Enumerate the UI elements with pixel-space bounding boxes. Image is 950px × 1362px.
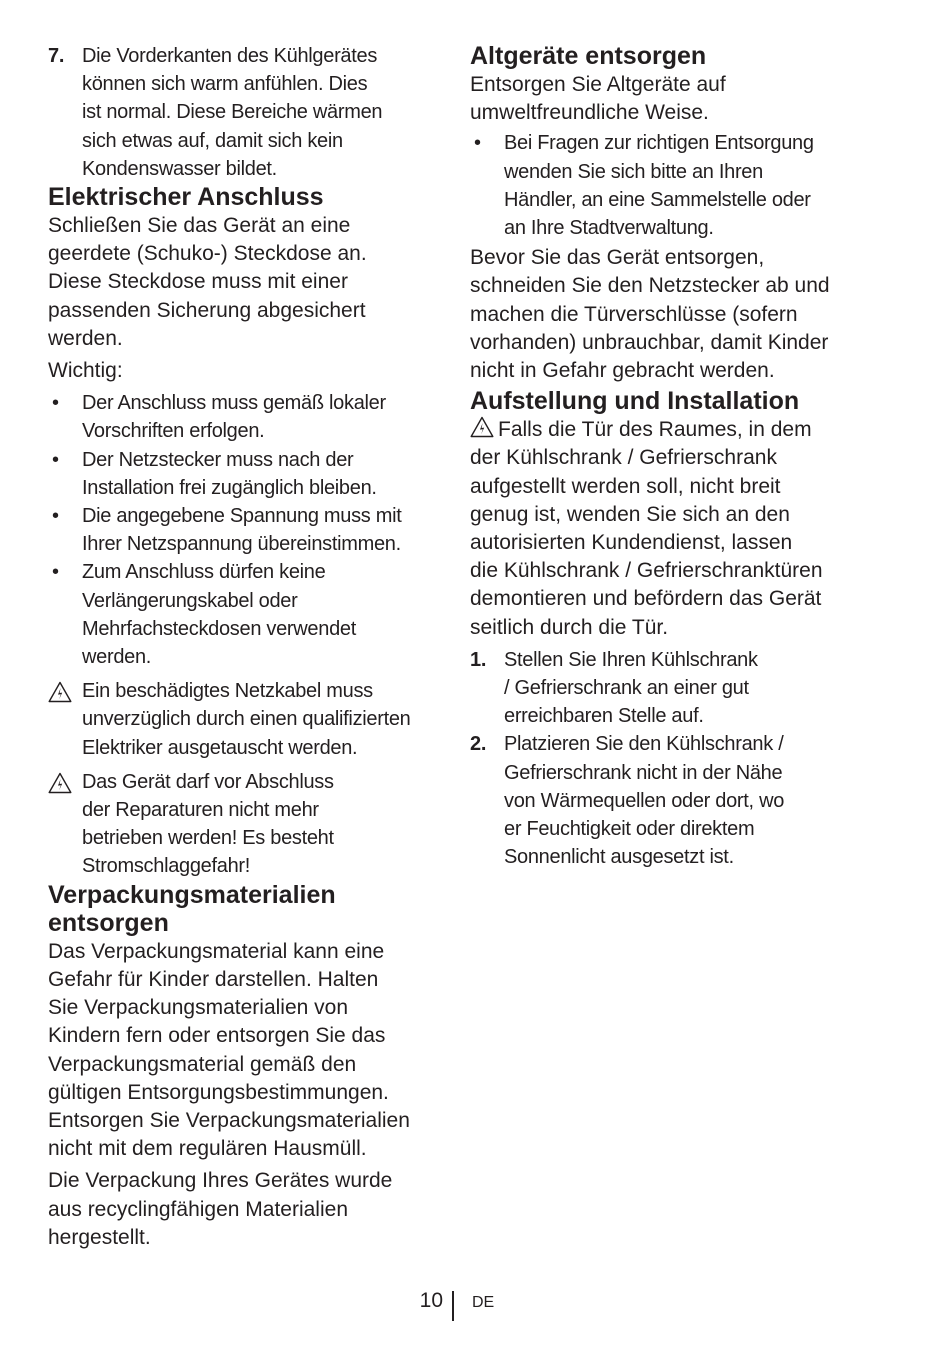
page-footer: [0, 1287, 950, 1327]
paragraph-line: Falls die Tür des Raumes, in dem: [498, 418, 812, 442]
bullet-item: [48, 558, 448, 671]
bullet-item: [48, 502, 448, 558]
bullet-icon: •: [52, 392, 59, 415]
bullet-line: werden.: [82, 646, 152, 669]
heading-line: Verpackungsmaterialien: [48, 880, 336, 909]
paragraph-line: Die Verpackung Ihres Gerätes wurde: [48, 1169, 393, 1193]
paragraph-line: Sie Verpackungsmaterialien von: [48, 996, 349, 1020]
item-number: 7.: [48, 45, 65, 67]
intro-paragraph: [48, 212, 448, 353]
warning-triangle-icon: [470, 416, 494, 438]
bullet-line: Installation frei zugänglich bleiben.: [82, 476, 377, 499]
warning-line: Stromschlaggefahr!: [82, 855, 251, 878]
paragraph-line: genug ist, wenden Sie sich an den: [470, 502, 790, 526]
warning-line: betrieben werden! Es besteht: [82, 827, 334, 850]
bullet-line: Vorschriften erfolgen.: [82, 420, 265, 443]
item-line: können sich warm anfühlen. Dies: [82, 73, 368, 96]
paragraph-line: machen die Türverschlüsse (sofern: [470, 302, 798, 326]
item-number: 2.: [470, 733, 487, 756]
heading-aufstellung-und-installation: Aufstellung und Installation: [470, 387, 800, 416]
paragraph-line: Das Verpackungsmaterial kann eine: [48, 939, 385, 963]
verpackung-paragraph-1: [48, 938, 448, 1164]
paragraph-line: geerdete (Schuko-) Steckdose an.: [48, 242, 367, 266]
paragraph-line: Entsorgen Sie Altgeräte auf: [470, 73, 726, 96]
bullet-line: Der Netzstecker muss nach der: [82, 448, 354, 471]
numbered-item-7: [48, 42, 448, 183]
item-line: Gefrierschrank nicht in der Nähe: [504, 761, 783, 784]
paragraph-line: der Kühlschrank / Gefrierschrank: [470, 446, 777, 470]
paragraph-line: aus recyclingfähigen Materialien: [48, 1197, 348, 1221]
warning-line: Das Gerät darf vor Abschluss: [82, 770, 334, 793]
item-line: Kondenswasser bildet.: [82, 157, 277, 180]
language-code: DE: [472, 1294, 495, 1311]
paragraph-line: vorhanden) unbrauchbar, damit Kinder: [470, 330, 829, 354]
item-line: Die Vorderkanten des Kühlgerätes: [82, 45, 378, 67]
item-text: [82, 42, 448, 183]
bullet-line: Händler, an eine Sammelstelle oder: [504, 188, 811, 211]
numbered-item-1: [470, 646, 870, 731]
item-line: sich etwas auf, damit sich kein: [82, 129, 343, 152]
left-column: [48, 42, 448, 1256]
aufstellung-warning: [470, 416, 870, 642]
bullet-line: Ihrer Netzspannung übereinstimmen.: [82, 533, 401, 556]
paragraph-line: hergestellt.: [48, 1225, 151, 1249]
warning-triangle-icon: [48, 772, 72, 794]
item-line: Sonnenlicht ausgesetzt ist.: [504, 846, 734, 869]
numbered-item-2: [470, 730, 870, 871]
bullet-item: [48, 389, 448, 445]
paragraph-line: werden.: [48, 326, 123, 350]
bullet-item: [48, 446, 448, 502]
bullet-line: Der Anschluss muss gemäß lokaler: [82, 392, 386, 415]
verpackung-paragraph-2: [48, 1167, 448, 1252]
item-line: ist normal. Diese Bereiche wärmen: [82, 101, 383, 124]
paragraph-line: Gefahr für Kinder darstellen. Halten: [48, 967, 379, 991]
paragraph-line: demontieren und befördern das Gerät: [470, 587, 822, 611]
wichtig-label: Wichtig:: [48, 359, 123, 383]
bullet-line: Mehrfachsteckdosen verwendet: [82, 617, 356, 640]
bullet-icon: •: [52, 448, 59, 471]
bullet-icon: •: [52, 561, 59, 584]
bullet-icon: •: [474, 132, 481, 155]
heading-verpackungsmaterialien-entsorgen: [48, 881, 448, 937]
paragraph-line: umweltfreundliche Weise.: [470, 101, 709, 125]
paragraph-line: nicht in Gefahr gebracht werden.: [470, 359, 775, 383]
bullet-icon: •: [52, 505, 59, 528]
paragraph-line: Diese Steckdose muss mit einer: [48, 270, 348, 294]
bullet-line: wenden Sie sich bitte an Ihren: [504, 160, 763, 183]
paragraph-line: passenden Sicherung abgesichert: [48, 298, 366, 322]
warning-line: unverzüglich durch einen qualifizierten: [82, 708, 411, 731]
heading-altgeraete-entsorgen: Altgeräte entsorgen: [470, 42, 707, 70]
item-line: / Gefrierschrank an einer gut: [504, 677, 749, 700]
paragraph-line: Entsorgen Sie Verpackungsmaterialien: [48, 1108, 410, 1132]
paragraph-line: Verpackungsmaterial gemäß den: [48, 1052, 357, 1076]
warning-triangle-icon: [48, 681, 72, 703]
bullet-line: Zum Anschluss dürfen keine: [82, 561, 326, 584]
paragraph-line: seitlich durch die Tür.: [470, 615, 669, 639]
heading-elektrischer-anschluss: Elektrischer Anschluss: [48, 183, 324, 212]
warning-line: der Reparaturen nicht mehr: [82, 799, 319, 822]
paragraph-line: schneiden Sie den Netzstecker ab und: [470, 274, 830, 298]
item-number: 1.: [470, 648, 487, 671]
item-line: erreichbaren Stelle auf.: [504, 705, 704, 728]
paragraph-line: nicht mit dem regulären Hausmüll.: [48, 1137, 367, 1161]
warning-note: [48, 677, 448, 762]
item-line: von Wärmequellen oder dort, wo: [504, 789, 785, 812]
paragraph-line: Kindern fern oder entsorgen Sie das: [48, 1024, 386, 1048]
warning-line: Ein beschädigtes Netzkabel muss: [82, 680, 373, 703]
warning-line: Elektriker ausgetauscht werden.: [82, 736, 358, 759]
paragraph-line: Bevor Sie das Gerät entsorgen,: [470, 246, 765, 270]
bullet-line: Die angegebene Spannung muss mit: [82, 505, 402, 528]
item-line: Stellen Sie Ihren Kühlschrank: [504, 648, 758, 671]
paragraph-line: Schließen Sie das Gerät an eine: [48, 214, 351, 238]
bullet-line: Bei Fragen zur richtigen Entsorgung: [504, 132, 814, 155]
bullet-line: Verlängerungskabel oder: [82, 589, 298, 612]
paragraph-line: gültigen Entsorgungsbestimmungen.: [48, 1080, 389, 1104]
footer-divider: [452, 1291, 454, 1321]
right-column: [470, 42, 870, 871]
altgeraete-intro: [470, 71, 870, 127]
paragraph-line: aufgestellt werden soll, nicht breit: [470, 474, 781, 498]
heading-line: entsorgen: [48, 908, 169, 937]
bullet-item: [470, 129, 870, 242]
warning-note: [48, 768, 448, 881]
bullet-line: an Ihre Stadtverwaltung.: [504, 217, 714, 240]
item-line: er Feuchtigkeit oder direktem: [504, 818, 755, 841]
paragraph-line: die Kühlschrank / Gefrierschranktüren: [470, 559, 823, 583]
altgeraete-paragraph: [470, 244, 870, 385]
paragraph-line: autorisierten Kundendienst, lassen: [470, 531, 793, 555]
page-number: 10: [419, 1289, 443, 1312]
item-line: Platzieren Sie den Kühlschrank /: [504, 733, 784, 756]
